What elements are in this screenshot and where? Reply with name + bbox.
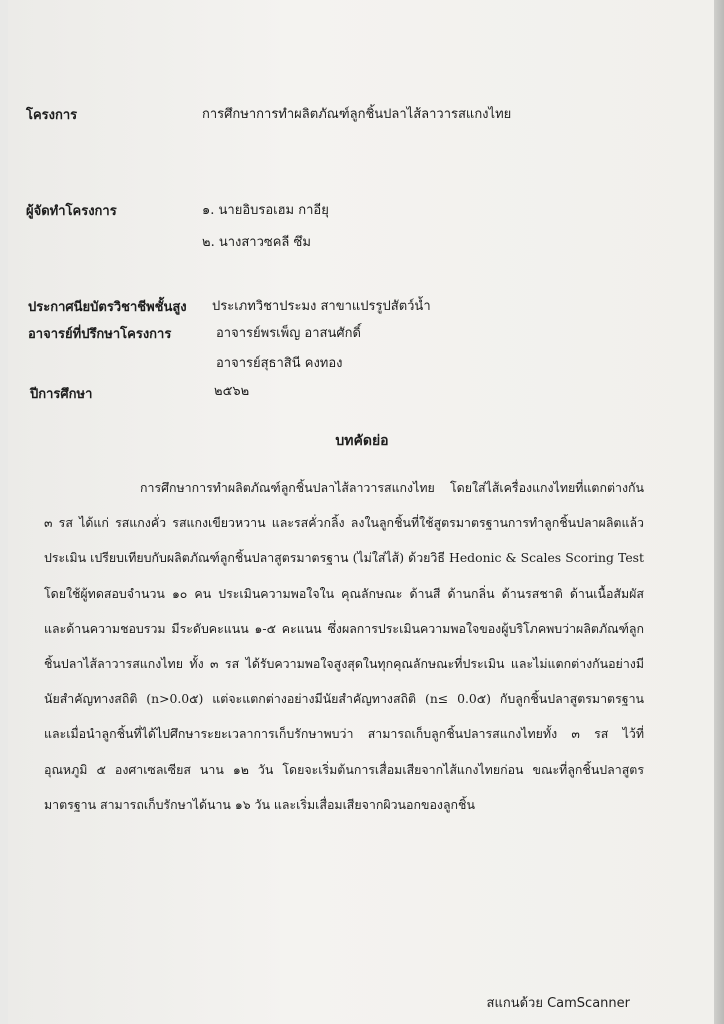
organizer-name: ๑. นายอิบรอเฮม กาอียุ [202, 203, 329, 218]
page-edge [714, 0, 724, 1024]
abstract-title: บทคัดย่อ [335, 433, 389, 449]
advisors-label: อาจารย์ที่ปรึกษาโครงการ [28, 327, 172, 342]
organizers-label: ผู้จัดทำโครงการ [26, 204, 117, 219]
advisor-name: อาจารย์พรเพ็ญ อาสนศักดิ์ [216, 326, 361, 341]
scanner-watermark: สแกนด้วย CamScanner [486, 996, 630, 1011]
year-label: ปีการศึกษา [30, 387, 93, 402]
certificate-value: ประเภทวิชาประมง สาขาแปรรูปสัตว์น้ำ [212, 299, 431, 314]
project-label: โครงการ [26, 108, 78, 123]
organizer-name: ๒. นางสาวซคลี ซึม [202, 235, 311, 250]
abstract-text: การศึกษาการทำผลิตภัณฑ์ลูกชิ้นปลาไส้ลาวารสแกงไทย โดยใส่ไส้เครื่องแกงไทยที่แตกต่างกัน ๓ รส ได้แก่ รสแกงคั่ว รสแกงเขียวหวาน และรสคั่วกลิ้ง ลงในลูกชิ้นที่ใช้สูตรมาตรฐานการทำลูกชิ้นปลาผลิตแล้วประเมิน เปรียบเทียบกับผลิตภัณฑ์ลูกชิ้นปลาสูตรมาตรฐาน (ไม่ใส่ไส้) ด้วยวิธี Hedonic & Scales Scoring Test โดยใช้ผู้ทดสอบจำนวน ๑๐ คน ประเมินความพอใจใน คุณลักษณะ ด้านสี ด้านกลิ่น ด้านรสชาติ ด้านเนื้อสัมผัส และด้านความชอบรวม มีระดับคะแนน ๑-๕ คะแนน ซึ่งผลการประเมินความพอใจของผู้บริโภคพบว่าผลิตภัณฑ์ลูกชิ้นปลาไส้ลาวารสแกงไทย ทั้ง ๓ รส ได้รับความพอใจสูงสุดในทุกคุณลักษณะที่ประเมิน และไม่แตกต่างกันอย่างมีนัยสำคัญทางสถิติ (n>0.0๕) แต่จะแตกต่างอย่างมีนัยสำคัญทางสถิติ (n≤ 0.0๕) กับลูกชิ้นปลาสูตรมาตรฐาน และเมื่อนำลูกชิ้นที่ได้ไปศึกษาระยะเวลาการเก็บรักษาพบว่า สามารถเก็บลูกชิ้นปลารสแกงไทยทั้ง ๓ รส ไว้ที่อุณหภูมิ ๕ องศาเซลเซียส นาน ๑๒ วัน โดยจะเริ่มต้นการเสื่อมเสียจากไส้แกงไทยก่อน ขณะที่ลูกชิ้นปลาสูตรมาตรฐาน สามารถเก็บรักษาได้นาน ๑๖ วัน และเริ่มเสื่อมเสียจากผิวนอกของลูกชิ้น [44, 480, 644, 812]
project-title: การศึกษาการทำผลิตภัณฑ์ลูกชิ้นปลาไส้ลาวารสแกงไทย [202, 107, 512, 122]
advisor-name: อาจารย์สุธาสินี คงทอง [216, 356, 343, 371]
certificate-label: ประกาศนียบัตรวิชาชีพชั้นสูง [28, 300, 187, 315]
year-value: ๒๕๖๒ [214, 384, 250, 399]
